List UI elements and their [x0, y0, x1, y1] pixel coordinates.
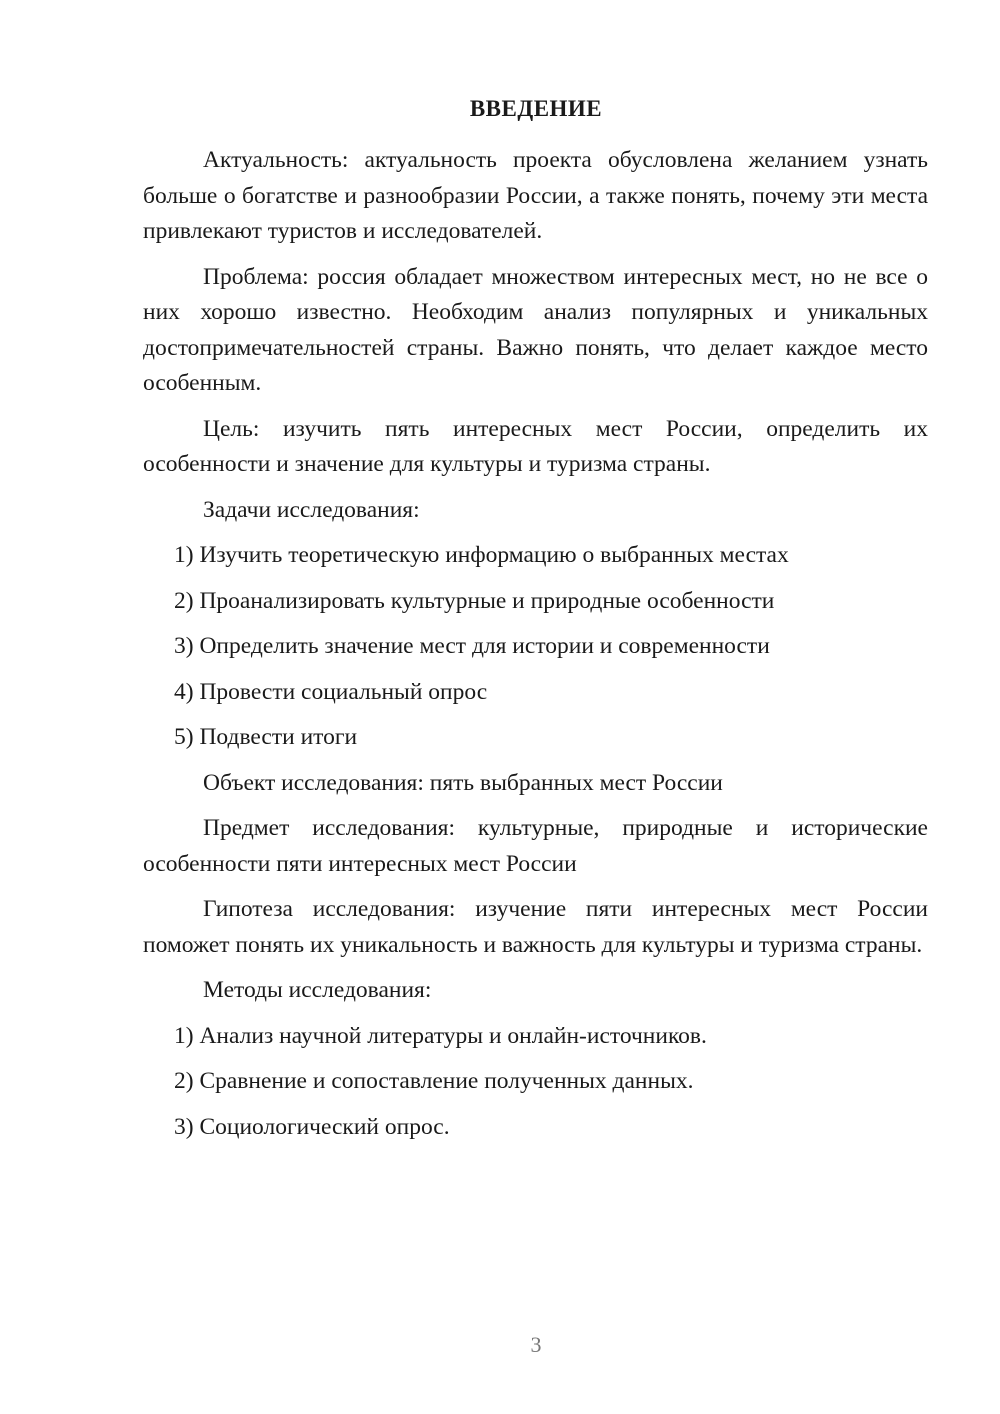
relevance-paragraph: Актуальность: актуальность проекта обусловлена желанием узнать больше о богатстве и разнообразии России, а также понять, почему эти места привлекают туристов и исследователей.	[143, 147, 928, 244]
page-number: 3	[530, 1332, 542, 1357]
task-item: 1) Изучить теоретическую информацию о выбранных местах	[174, 542, 789, 568]
method-item: 2) Сравнение и сопоставление полученных данных.	[174, 1068, 694, 1094]
subject-paragraph: Предмет исследования: культурные, природные и исторические особенности пяти интересных мест России	[143, 815, 928, 877]
methods-label: Методы исследования:	[203, 977, 432, 1003]
problem-paragraph: Проблема: россия обладает множеством интересных мест, но не все о них хорошо известно. Необходим анализ популярных и уникальных достопримечательностей страны. Важно понять, что делает каждое место особенным.	[143, 263, 928, 396]
goal-paragraph: Цель: изучить пять интересных мест России, определить их особенности и значение для культуры и туризма страны.	[143, 415, 928, 477]
tasks-list	[143, 538, 928, 756]
task-item: 3) Определить значение мест для истории и современности	[174, 633, 770, 659]
task-item: 4) Провести социальный опрос	[174, 678, 488, 705]
page-title: ВВЕДЕНИЕ	[469, 96, 603, 121]
methods-list	[143, 1019, 928, 1146]
tasks-label: Задачи исследования:	[203, 496, 420, 523]
hypothesis-paragraph: Гипотеза исследования: изучение пяти интересных мест России поможет понять их уникальность и важность для культуры и туризма страны.	[143, 896, 928, 958]
task-item: 2) Проанализировать культурные и природные особенности	[174, 587, 775, 614]
document-body	[143, 143, 928, 1155]
task-item: 5) Подвести итоги	[174, 724, 358, 750]
object-paragraph: Объект исследования: пять выбранных мест России	[203, 769, 723, 796]
method-item: 1) Анализ научной литературы и онлайн-источников.	[174, 1022, 707, 1049]
method-item: 3) Социологический опрос.	[174, 1113, 450, 1140]
